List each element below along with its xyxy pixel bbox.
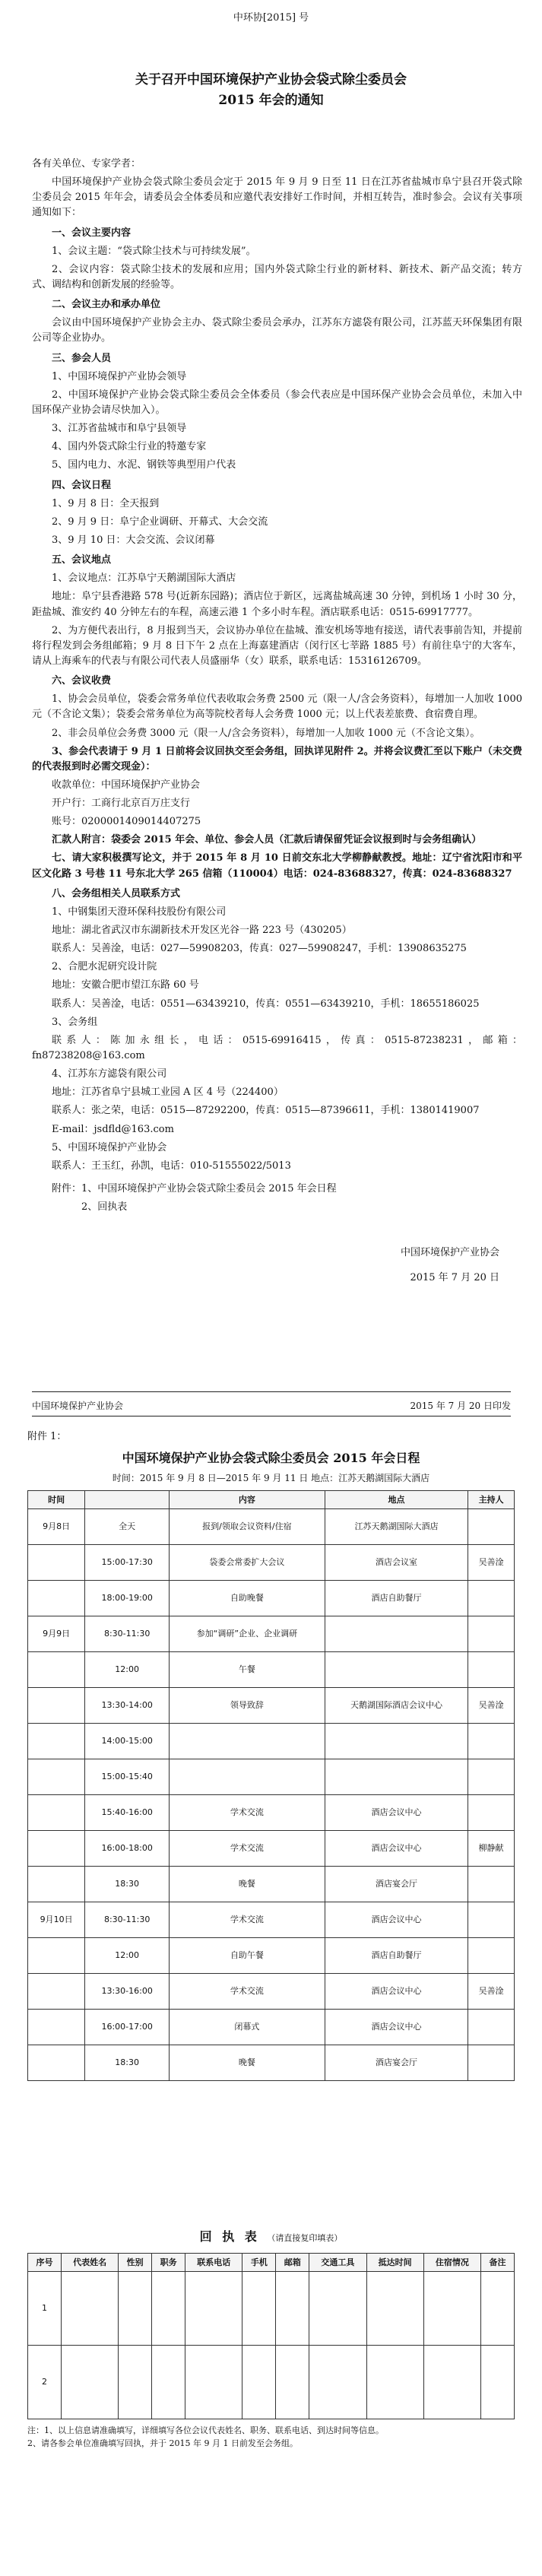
schedule-cell: 16:00-18:00 xyxy=(85,1830,170,1866)
section-6: 六、会议收费 xyxy=(52,675,112,687)
schedule-cell: 学术交流 xyxy=(169,1830,325,1866)
section-2: 二、会议主办和承办单位 xyxy=(52,299,161,311)
receipt-header: 抵达时间 xyxy=(366,2253,423,2271)
schedule-cell xyxy=(468,1902,515,1937)
schedule-cell xyxy=(169,1723,325,1759)
receipt-cell[interactable] xyxy=(242,2345,276,2419)
text: 1、9 月 8 日：全天报到 xyxy=(52,497,160,509)
schedule-row xyxy=(28,1544,515,1580)
receipt-cell[interactable] xyxy=(119,2271,152,2345)
section-5: 五、会议地点 xyxy=(52,554,112,566)
text: 2、会议内容：袋式除尘技术的发展和应用；国内外袋式除尘行业的新材料、新技术、新产品交流；转方式、调结构和创新发展的经验等。 xyxy=(32,263,522,290)
schedule-cell: 晚餐 xyxy=(169,1866,325,1902)
section-4: 四、会议日程 xyxy=(52,479,112,491)
schedule-cell: 8:30-11:30 xyxy=(85,1902,170,1937)
schedule-cell: 自助晚餐 xyxy=(169,1580,325,1616)
schedule-header: 时间 xyxy=(28,1490,85,1508)
schedule-cell xyxy=(28,2045,85,2080)
schedule-cell: 闭幕式 xyxy=(169,2009,325,2045)
text: 1、会议地点：江苏阜宁天鹅湖国际大酒店 xyxy=(52,573,236,585)
schedule-cell xyxy=(468,1794,515,1830)
schedule-cell xyxy=(28,1723,85,1759)
text: 3、参会代表请于 9 月 1 日前将会议回执交至会务组，回执详见附件 2。并将会议费汇至以下账户（未交费的代表报到时必需交现金）： xyxy=(32,745,522,772)
receipt-header: 邮箱 xyxy=(276,2253,309,2271)
schedule-cell: 酒店会议中心 xyxy=(325,1902,468,1937)
schedule-row xyxy=(28,2009,515,2045)
receipt-cell[interactable] xyxy=(152,2345,185,2419)
schedule-row xyxy=(28,1687,515,1723)
text: 3、9 月 10 日：大会交流、会议闭幕 xyxy=(52,534,215,546)
schedule-cell xyxy=(468,2045,515,2080)
schedule-cell: 参加“调研”企业、企业调研 xyxy=(169,1616,325,1651)
footer xyxy=(32,1399,511,1413)
text: 4、国内外袋式除尘行业的特邀专家 xyxy=(52,441,207,453)
schedule-row xyxy=(28,1866,515,1902)
document-title: 关于召开中国环境保护产业协会袋式除尘委员会 2015 年会的通知 xyxy=(135,72,407,109)
annex-title: 中国环境保护产业协会袋式除尘委员会 2015 年会日程 xyxy=(122,1451,420,1466)
receipt-cell[interactable] xyxy=(276,2345,309,2419)
footer-right: 2015 年 7 月 20 日印发 xyxy=(410,1401,511,1411)
schedule-cell: 9月10日 xyxy=(28,1902,85,1937)
text: 5、中国环境保护产业协会 xyxy=(52,1141,167,1153)
section-8: 八、会务组相关人员联系方式 xyxy=(52,887,181,899)
receipt-header: 职务 xyxy=(152,2253,185,2271)
text: 2、9 月 9 日：阜宁企业调研、开幕式、大会交流 xyxy=(52,516,268,528)
receipt-header: 联系电话 xyxy=(185,2253,242,2271)
schedule-cell xyxy=(28,1830,85,1866)
schedule-cell xyxy=(28,1973,85,2009)
schedule-cell xyxy=(468,2009,515,2045)
receipt-header: 手机 xyxy=(242,2253,276,2271)
text: 地址：安徽合肥市望江东路 60 号 xyxy=(52,979,199,991)
schedule-cell: 15:00-15:40 xyxy=(85,1759,170,1794)
schedule-row xyxy=(28,1723,515,1759)
receipt-cell[interactable]: 2 xyxy=(28,2345,62,2419)
text: 1、协会会员单位，袋委会常务单位代表收取会务费 2500 元（限一人/含会务资料），每增加一人加收 1000 元（不含论文集）；袋委会常务单位为高等院校者每人会务费 1000 元；以上代表差旅费、食宿费自理。 xyxy=(32,693,522,721)
schedule-cell xyxy=(468,1508,515,1544)
receipt-header: 性别 xyxy=(119,2253,152,2271)
schedule-cell: 酒店宴会厅 xyxy=(325,2045,468,2080)
text: 3、江苏省盐城市和阜宁县领导 xyxy=(52,423,187,435)
receipt-cell[interactable] xyxy=(276,2271,309,2345)
section-1: 一、会议主要内容 xyxy=(52,227,132,239)
schedule-cell: 晚餐 xyxy=(169,2045,325,2080)
schedule-cell: 领导致辞 xyxy=(169,1687,325,1723)
schedule-cell xyxy=(28,1937,85,1973)
sign-org: 中国环境保护产业协会 xyxy=(400,1247,499,1259)
receipt-cell[interactable] xyxy=(480,2345,514,2419)
receipt-header: 代表姓名 xyxy=(61,2253,118,2271)
schedule-cell xyxy=(28,2009,85,2045)
receipt-header: 住宿情况 xyxy=(423,2253,480,2271)
schedule-cell: 酒店会议中心 xyxy=(325,2009,468,2045)
text: E-mail：jsdfld@163.com xyxy=(52,1123,174,1135)
schedule-header: 地点 xyxy=(325,1490,468,1508)
intro: 中国环境保护产业协会袋式除尘委员会定于 2015 年 9 月 9 日至 11 日在江苏省盐城市阜宁县召开袋式除尘委员会 2015 年年会，请委员会全体委员和应邀代表安排好工作时间，并相互转告，准时参会。会议有关事项通知如下： xyxy=(32,176,522,219)
annex-2 xyxy=(27,2228,515,2451)
receipt-cell[interactable] xyxy=(423,2345,480,2419)
schedule-cell xyxy=(28,1651,85,1687)
sign-date: 2015 年 7 月 20 日 xyxy=(410,1272,499,1284)
schedule-cell xyxy=(28,1759,85,1794)
receipt-title: 回 执 表 （请直接复印填表） xyxy=(199,2229,343,2244)
schedule-cell: 9月9日 xyxy=(28,1616,85,1651)
text: 联系人：王玉红，孙凯，电话：010-51555022/5013 xyxy=(52,1160,291,1172)
text: 会议由中国环境保护产业协会主办、袋式除尘委员会承办，江苏东方滤袋有限公司，江苏蓝天环保集团有限公司等企业协办。 xyxy=(32,317,522,344)
text: 1、会议主题：“袋式除尘技术与可持续发展”。 xyxy=(52,245,256,257)
schedule-table xyxy=(27,1490,515,2081)
schedule-cell: 酒店自助餐厅 xyxy=(325,1937,468,1973)
schedule-cell xyxy=(468,1759,515,1794)
schedule-cell: 袋委会常委扩大会议 xyxy=(169,1544,325,1580)
schedule-cell: 16:00-17:00 xyxy=(85,2009,170,2045)
section-3: 三、参会人员 xyxy=(52,352,112,364)
document-body xyxy=(32,157,522,1296)
schedule-cell xyxy=(468,1580,515,1616)
receipt-cell[interactable] xyxy=(480,2271,514,2345)
receipt-row xyxy=(28,2271,515,2345)
note-1: 注：1、以上信息请准确填写，详细填写各位会议代表姓名、职务、联系电话、到达时间等信息。 xyxy=(27,2425,384,2435)
schedule-cell: 13:30-14:00 xyxy=(85,1687,170,1723)
schedule-cell: 柳静献 xyxy=(468,1830,515,1866)
schedule-cell: 15:00-17:30 xyxy=(85,1544,170,1580)
schedule-row xyxy=(28,1973,515,2009)
text: 2、合肥水泥研究设计院 xyxy=(52,961,157,973)
schedule-header xyxy=(85,1490,170,1508)
schedule-cell: 8:30-11:30 xyxy=(85,1616,170,1651)
receipt-cell[interactable] xyxy=(309,2345,366,2419)
schedule-cell: 15:40-16:00 xyxy=(85,1794,170,1830)
receipt-header: 序号 xyxy=(28,2253,62,2271)
text: 收款单位：中国环境保护产业协会 xyxy=(52,779,201,791)
schedule-cell xyxy=(468,1866,515,1902)
receipt-cell[interactable] xyxy=(61,2345,118,2419)
document-number: 中环协[2015] 号 xyxy=(233,12,309,24)
attachment-1: 附件：1、中国环境保护产业协会袋式除尘委员会 2015 年会日程 xyxy=(52,1183,337,1195)
schedule-cell: 12:00 xyxy=(85,1651,170,1687)
receipt-cell[interactable] xyxy=(309,2271,366,2345)
schedule-row xyxy=(28,1580,515,1616)
schedule-cell xyxy=(28,1866,85,1902)
schedule-cell: 午餐 xyxy=(169,1651,325,1687)
section-7: 七、请大家积极撰写论文，并于 2015 年 8 月 10 日前交东北大学柳静献教授。地址：辽宁省沈阳市和平区文化路 3 号巷 11 号东北大学 265 信箱（110004）电话：024-83688327，传真：024-83688327 xyxy=(32,852,522,880)
footer-left: 中国环境保护产业协会 xyxy=(32,1401,124,1411)
schedule-cell: 酒店会议室 xyxy=(325,1544,468,1580)
text: 1、中国环境保护产业协会领导 xyxy=(52,370,187,382)
receipt-cell[interactable]: 1 xyxy=(28,2271,62,2345)
schedule-cell: 18:30 xyxy=(85,2045,170,2080)
annex-label: 附件 1： xyxy=(27,1431,67,1442)
salutation: 各有关单位、专家学者： xyxy=(32,158,141,170)
receipt-cell[interactable] xyxy=(185,2271,242,2345)
schedule-cell xyxy=(325,1759,468,1794)
receipt-header: 交通工具 xyxy=(309,2253,366,2271)
schedule-cell: 吴善淦 xyxy=(468,1544,515,1580)
schedule-cell: 江苏天鹅湖国际大酒店 xyxy=(325,1508,468,1544)
divider xyxy=(32,1391,511,1392)
schedule-cell: 酒店会议中心 xyxy=(325,1794,468,1830)
schedule-cell: 全天 xyxy=(85,1508,170,1544)
schedule-cell xyxy=(169,1759,325,1794)
schedule-row xyxy=(28,1759,515,1794)
schedule-cell: 学术交流 xyxy=(169,1973,325,2009)
schedule-cell xyxy=(325,1651,468,1687)
schedule-cell: 酒店会议中心 xyxy=(325,1830,468,1866)
schedule-row xyxy=(28,1651,515,1687)
text: 联系人：吴善淦，电话：027—59908203，传真：027—59908247，手机：13908635275 xyxy=(52,943,467,955)
schedule-cell xyxy=(325,1616,468,1651)
schedule-cell: 天鹅湖国际酒店会议中心 xyxy=(325,1687,468,1723)
annex-subtitle: 时间：2015 年 9 月 8 日—2015 年 9 月 11 日 地点：江苏天鹅湖国际大酒店 xyxy=(112,1472,430,1483)
schedule-cell: 18:30 xyxy=(85,1866,170,1902)
text: 地址：江苏省阜宁县城工业园 A 区 4 号（224400） xyxy=(52,1087,284,1099)
schedule-cell xyxy=(468,1651,515,1687)
text: 联系人：陈加永组长，电话：0515-69916415，传真：0515-87238231，邮箱：fn87238208@163.com xyxy=(32,1034,522,1062)
schedule-row xyxy=(28,2045,515,2080)
text: 4、江苏东方滤袋有限公司 xyxy=(52,1068,167,1080)
schedule-cell xyxy=(468,1937,515,1973)
schedule-cell: 酒店宴会厅 xyxy=(325,1866,468,1902)
schedule-cell: 吴善淦 xyxy=(468,1973,515,2009)
receipt-cell[interactable] xyxy=(242,2271,276,2345)
schedule-cell: 自助午餐 xyxy=(169,1937,325,1973)
text: 开户行：工商行北京百万庄支行 xyxy=(52,798,191,810)
schedule-cell: 14:00-15:00 xyxy=(85,1723,170,1759)
schedule-cell: 酒店会议中心 xyxy=(325,1973,468,2009)
text: 地址：湖北省武汉市东湖新技术开发区光谷一路 223 号（430205） xyxy=(52,925,352,937)
annex-1 xyxy=(27,1429,515,2081)
text: 账号：0200001409014407275 xyxy=(52,816,201,828)
receipt-cell[interactable] xyxy=(185,2345,242,2419)
schedule-row xyxy=(28,1508,515,1544)
schedule-cell xyxy=(325,1723,468,1759)
receipt-cell[interactable] xyxy=(423,2271,480,2345)
schedule-cell: 酒店自助餐厅 xyxy=(325,1580,468,1616)
schedule-row xyxy=(28,1902,515,1937)
schedule-cell: 18:00-19:00 xyxy=(85,1580,170,1616)
receipt-cell[interactable] xyxy=(152,2271,185,2345)
text: 5、国内电力、水泥、钢铁等典型用户代表 xyxy=(52,459,236,471)
attachment-2: 2、回执表 xyxy=(81,1201,128,1213)
text: 地址：阜宁县香港路 578 号(近新东园路)；酒店位于新区，远离盐城高速 30 分钟，到机场 1 小时 30 分，距盐城、淮安约 40 分钟左右的车程，高速云港 1 个多小时车程。酒店联系电话：0515-69917777。 xyxy=(32,591,522,618)
schedule-cell xyxy=(28,1794,85,1830)
schedule-header: 主持人 xyxy=(468,1490,515,1508)
text: 2、中国环境保护产业协会袋式除尘委员会全体委员（参会代表应是中国环保产业协会会员单位，未加入中国环保产业协会请尽快加入）。 xyxy=(32,389,522,416)
text: 联系人：张之荣，电话：0515—87292200，传真：0515—87396611，手机：13801419007 xyxy=(52,1105,480,1117)
text: 2、为方便代表出行，8 月报到当天，会议协办单位在盐城、淮安机场等地有接送，请代表事前告知，并提前将行程发到会务组邮箱；9 月 8 日下午 2 点在上海嘉建酒店（闵行区七莘路 1885 号）有前往阜宁的大客车，请从上海乘车的代表与有限公司代表人员盛丽华（女）联系，联系电话：15316126709。 xyxy=(32,624,522,667)
receipt-row xyxy=(28,2345,515,2419)
schedule-header: 内容 xyxy=(169,1490,325,1508)
receipt-cell[interactable] xyxy=(366,2345,423,2419)
schedule-cell: 13:30-16:00 xyxy=(85,1973,170,2009)
schedule-cell: 9月8日 xyxy=(28,1508,85,1544)
receipt-table xyxy=(27,2253,515,2419)
text: 2、非会员单位会务费 3000 元（限一人/含会务资料），每增加一人加收 1000 元（不含论文集）。 xyxy=(52,727,480,739)
receipt-cell[interactable] xyxy=(119,2345,152,2419)
text: 联系人：吴善淦，电话：0551—63439210，传真：0551—63439210，手机：18655186025 xyxy=(52,998,480,1010)
schedule-row xyxy=(28,1616,515,1651)
schedule-cell xyxy=(468,1616,515,1651)
schedule-cell: 吴善淦 xyxy=(468,1687,515,1723)
schedule-cell xyxy=(468,1723,515,1759)
receipt-cell[interactable] xyxy=(366,2271,423,2345)
receipt-cell[interactable] xyxy=(61,2271,118,2345)
schedule-cell: 学术交流 xyxy=(169,1902,325,1937)
text: 1、中钢集团天澄环保科技股份有限公司 xyxy=(52,906,227,918)
schedule-cell: 12:00 xyxy=(85,1937,170,1973)
schedule-cell: 报到/领取会议资料/住宿 xyxy=(169,1508,325,1544)
receipt-notes xyxy=(27,2424,515,2451)
text: 汇款人附言：袋委会 2015 年会、单位、参会人员（汇款后请保留凭证会议报到时与会务组确认） xyxy=(52,834,482,846)
text: 3、会务组 xyxy=(52,1016,98,1028)
receipt-header: 备注 xyxy=(480,2253,514,2271)
schedule-row xyxy=(28,1830,515,1866)
schedule-row xyxy=(28,1937,515,1973)
schedule-cell xyxy=(28,1580,85,1616)
note-2: 2、请各参会单位准确填写回执，并于 2015 年 9 月 1 日前发至会务组。 xyxy=(27,2438,298,2449)
schedule-cell xyxy=(28,1544,85,1580)
schedule-row xyxy=(28,1794,515,1830)
schedule-cell xyxy=(28,1687,85,1723)
schedule-cell: 学术交流 xyxy=(169,1794,325,1830)
